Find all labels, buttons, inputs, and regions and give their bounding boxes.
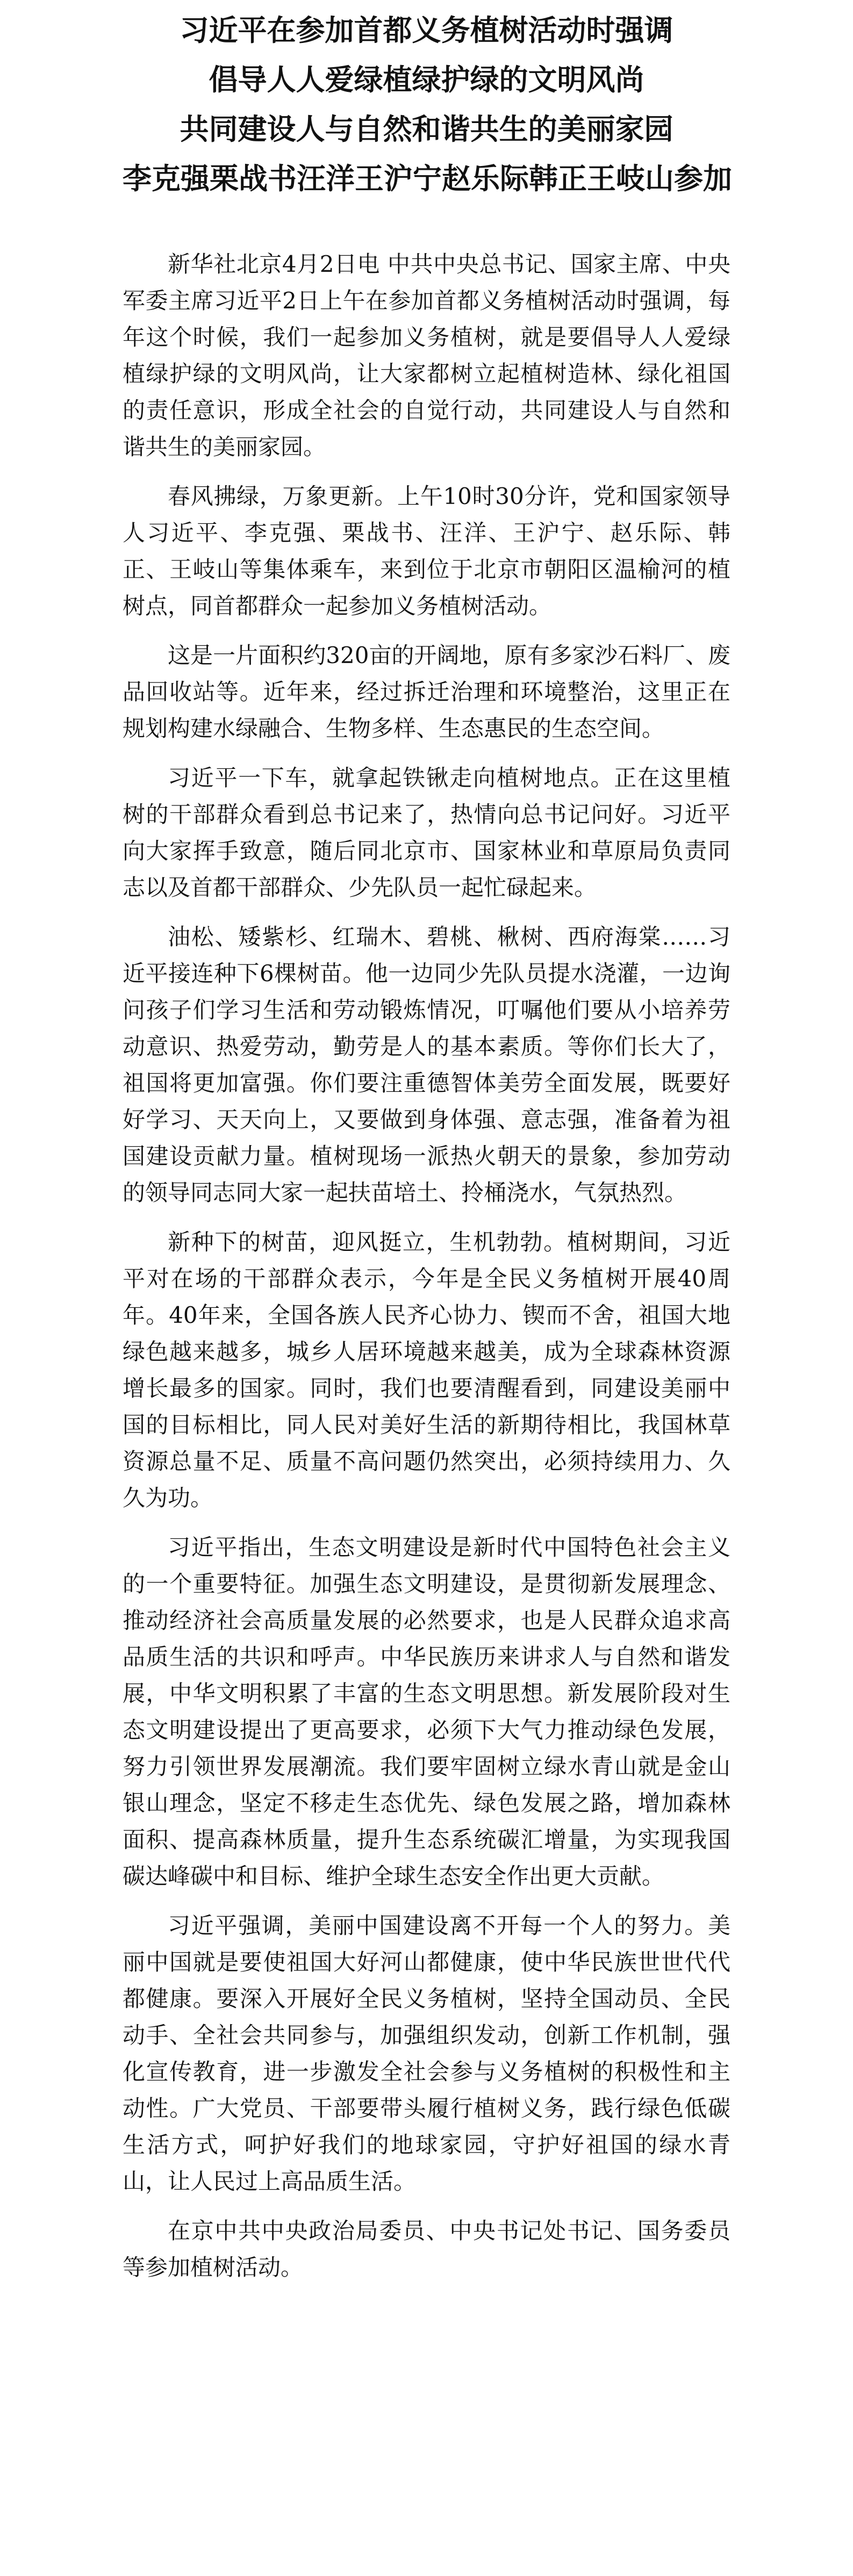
article-body (123, 246, 730, 2286)
paragraph-3: 这是一片面积约320亩的开阔地，原有多家沙石料厂、废品回收站等。近年来，经过拆迁治理和环境整治，这里正在规划构建水绿融合、生物多样、生态惠民的生态空间。 (123, 642, 730, 742)
paragraph-8: 习近平强调，美丽中国建设离不开每一个人的努力。美丽中国就是要使祖国大好河山都健康，使中华民族世世代代都健康。要深入开展好全民义务植树，坚持全国动员、全民动手、全社会共同参与，加强组织发动，创新工作机制，强化宣传教育，进一步激发全社会参与义务植树的积极性和主动性。广大党员、干部要带头履行植树义务，践行绿色低碳生活方式，呵护好我们的地球家园，守护好祖国的绿水青山，让人民过上高品质生活。 (123, 1912, 730, 2194)
paragraph-1: 新华社北京4月2日电 中共中央总书记、国家主席、中央军委主席习近平2日上午在参加首都义务植树活动时强调，每年这个时候，我们一起参加义务植树，就是要倡导人人爱绿植绿护绿的文明风尚，让大家都树立起植树造林、绿化祖国的责任意识，形成全社会的自觉行动，共同建设人与自然和谐共生的美丽家园。 (123, 251, 730, 460)
paragraph-2: 春风拂绿，万象更新。上午10时30分许，党和国家领导人习近平、李克强、栗战书、汪洋、王沪宁、赵乐际、韩正、王岐山等集体乘车，来到位于北京市朝阳区温榆河的植树点，同首都群众一起参加义务植树活动。 (123, 483, 730, 619)
paragraph-7: 习近平指出，生态文明建设是新时代中国特色社会主义的一个重要特征。加强生态文明建设，是贯彻新发展理念、推动经济社会高质量发展的必然要求，也是人民群众追求高品质生活的共识和呼声。中华民族历来讲求人与自然和谐发展，中华文明积累了丰富的生态文明思想。新发展阶段对生态文明建设提出了更高要求，必须下大气力推动绿色发展，努力引领世界发展潮流。我们要牢固树立绿水青山就是金山银山理念，坚定不移走生态优先、绿色发展之路，增加森林面积、提高森林质量，提升生态系统碳汇增量，为实现我国碳达峰碳中和目标、维护全球生态安全作出更大贡献。 (123, 1534, 730, 1889)
headline (123, 0, 730, 203)
paragraph-4: 习近平一下车，就拿起铁锹走向植树地点。正在这里植树的干部群众看到总书记来了，热情向总书记问好。习近平向大家挥手致意，随后同北京市、国家林业和草原局负责同志以及首都干部群众、少先队员一起忙碌起来。 (123, 765, 730, 901)
headline-line-2: 倡导人人爱绿植绿护绿的文明风尚 (209, 62, 644, 97)
paragraph-6: 新种下的树苗，迎风挺立，生机勃勃。植树期间，习近平对在场的干部群众表示，今年是全民义务植树开展40周年。40年来，全国各族人民齐心协力、锲而不舍，祖国大地绿色越来越多，城乡人居环境越来越美，成为全球森林资源增长最多的国家。同时，我们也要清醒看到，同建设美丽中国的目标相比，同人民对美好生活的新期待相比，我国林草资源总量不足、质量不高问题仍然突出，必须持续用力、久久为功。 (123, 1229, 730, 1511)
headline-line-3: 共同建设人与自然和谐共生的美丽家园 (180, 112, 673, 146)
headline-line-1: 习近平在参加首都义务植树活动时强调 (180, 13, 673, 47)
paragraph-5: 油松、矮紫杉、红瑞木、碧桃、楸树、西府海棠……习近平接连种下6棵树苗。他一边同少先队员提水浇灌，一边询问孩子们学习生活和劳动锻炼情况，叮嘱他们要从小培养劳动意识、热爱劳动，勤劳是人的基本素质。等你们长大了，祖国将更加富强。你们要注重德智体美劳全面发展，既要好好学习、天天向上，又要做到身体强、意志强，准备着为祖国建设贡献力量。植树现场一派热火朝天的景象，参加劳动的领导同志同大家一起扶苗培土、拎桶浇水，气氛热烈。 (123, 924, 730, 1206)
paragraph-9: 在京中共中央政治局委员、中央书记处书记、国务委员等参加植树活动。 (123, 2218, 730, 2280)
headline-line-4: 李克强栗战书汪洋王沪宁赵乐际韩正王岐山参加 (123, 161, 732, 196)
